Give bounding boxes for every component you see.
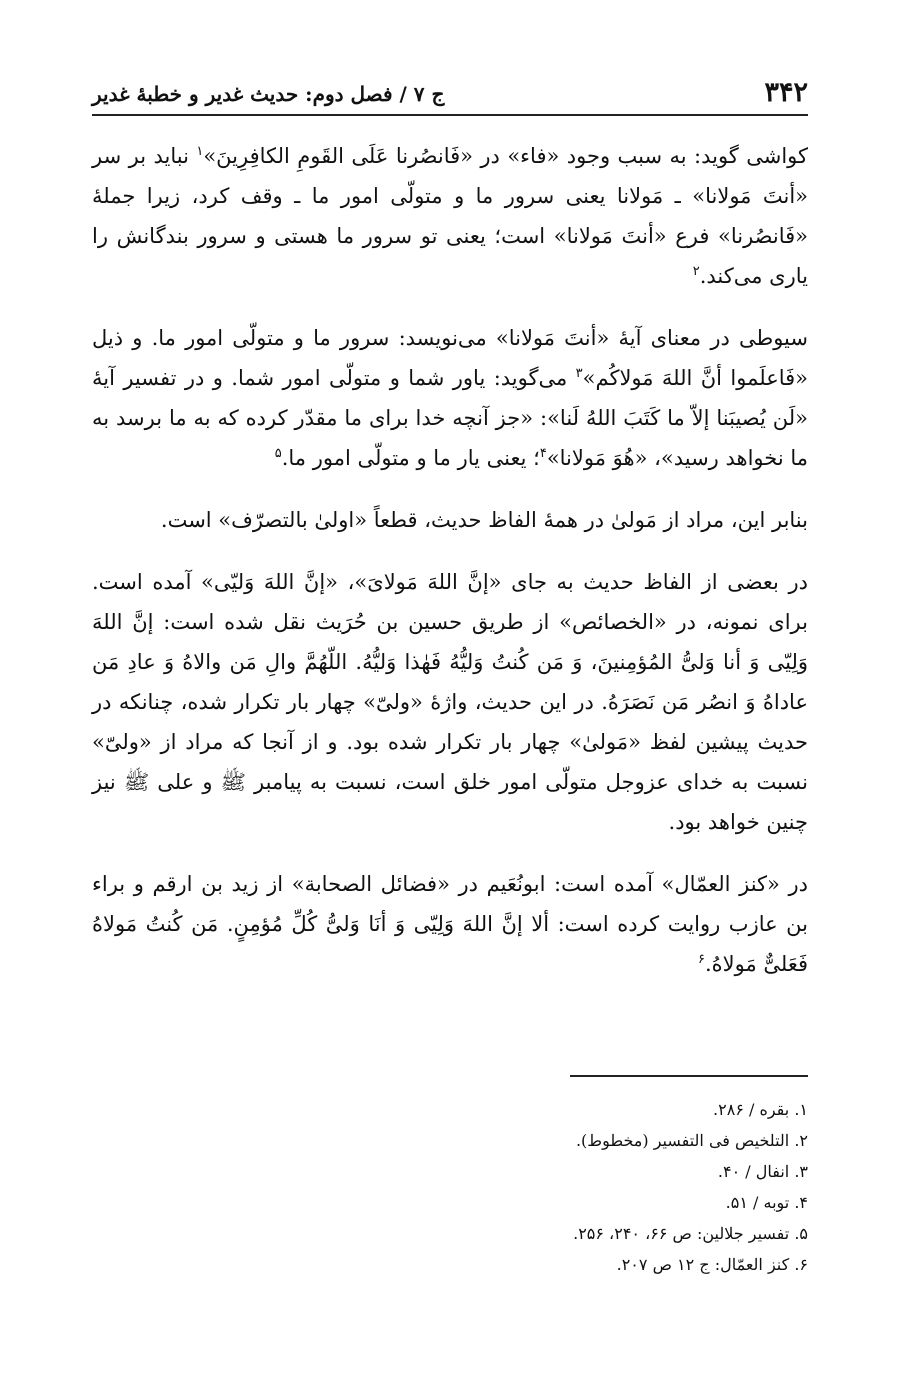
footnote-ref: ۴	[539, 446, 547, 461]
paragraph-kawashi	[92, 136, 808, 296]
footnote-ref: ۳	[575, 366, 583, 381]
footnote-ref: ۱	[196, 144, 204, 159]
footnote-item: ۱. بقره / ۲۸۶.	[713, 1100, 808, 1119]
paragraph-kanz	[92, 864, 808, 984]
text-span: در «کنز العمّال» آمده است: ابونُعَیم در «فضائل الصحابة» از زید بن ارقم و براء بن عازب روایت کرده است: ألا إنَّ اللهَ وَلِیّی وَ أنَا وَلیُّ کُلِّ مُؤمِنٍ. مَن کُنتُ مَولاهُ فَعَلیٌّ مَولاهُ.	[92, 872, 808, 976]
footnote-item: ۳. انفال / ۴۰.	[717, 1162, 808, 1181]
paragraph-suyuti	[92, 318, 808, 478]
footnote-item: ۶. کنز العمّال: ج ۱۲ ص ۲۰۷.	[616, 1255, 808, 1274]
running-title: ج ۷ / فصل دوم: حدیث غدیر و خطبهٔ غدیر	[92, 82, 445, 106]
page-header	[92, 70, 808, 116]
page-number: ۳۴۲	[764, 77, 808, 108]
text-span: می‌گوید: یاور شما و متولّی امور شما. و در تفسیر آیهٔ «لَن یُصیبَنا إلاّ ما کَتَبَ اللهُ لَنا»: «جز آنچه خدا برای ما مقدّر کرده که به ما برسد به ما نخواهد رسید»، «هُوَ مَولانا»	[92, 366, 808, 470]
text-span: نباید بر سر «أنتَ مَولانا» ـ مَولانا یعنی سرور ما و متولّی امور ما ـ وقف کرد، زیرا جملهٔ «فَانصُرنا» فرع «أنتَ مَولانا» است؛ یعنی تو سرور ما هستی و سرور بندگانش را یاری می‌کند.	[92, 144, 808, 288]
text-span: سیوطی در معنای آیهٔ «أنتَ مَولانا» می‌نویسد: سرور ما و متولّی امور ما. و ذیل «فَاعلَموا أنَّ اللهَ مَولاکُم»	[92, 326, 809, 390]
paragraph-conclusion	[92, 500, 808, 540]
paragraph-khasais	[92, 562, 808, 842]
footnotes-list	[92, 1094, 808, 1280]
main-text	[92, 136, 808, 1006]
text-span: بنابر این، مراد از مَولیٰ در همهٔ الفاظ حدیث، قطعاً «اولیٰ بالتصرّف» است.	[160, 508, 808, 532]
footnote-item: ۲. التلخیص فی التفسیر (مخطوط).	[575, 1131, 808, 1150]
footnote-ref: ۵	[274, 446, 282, 461]
footnote-ref: ۲	[692, 264, 700, 279]
text-span: کواشی گوید: به سبب وجود «فاء» در «فَانصُرنا عَلَی القَومِ الکافِرِینَ»	[203, 144, 809, 168]
text-span: ؛ یعنی یار ما و متولّی امور ما.	[281, 446, 540, 470]
footnote-item: ۵. تفسیر جلالین: ص ۶۶، ۲۴۰، ۲۵۶.	[573, 1224, 808, 1243]
text-span: در بعضی از الفاظ حدیث به جای «إنَّ اللهَ مَولایَ»، «إنَّ اللهَ وَلیّی» آمده است. برای نمونه، در «الخصائص» از طریق حسین بن حُرَیث نقل شده است: إنَّ اللهَ وَلِیّی وَ أنا وَلیُّ المُؤمِنینَ، وَ مَن کُنتُ وَلیُّهُ فَهٰذا وَلیُّهُ. اللّهُمَّ والِ مَن والاهُ وَ عادِ مَن عاداهُ وَ انصُر مَن نَصَرَهُ. در این حدیث، واژهٔ «ولیّ» چهار بار تکرار شده، چنانکه در حدیث پیشین لفظ «مَولیٰ» چهار بار تکرار شده بود. و از آنجا که مراد از «ولیّ» نسبت به خدای عزوجل متولّی امور خلق است، نسبت به پیامبر ﷺ و علی ﷺ نیز چنین خواهد بود.	[92, 570, 808, 834]
footnote-ref: ۶	[697, 952, 705, 967]
footnote-item: ۴. توبه / ۵۱.	[725, 1193, 808, 1212]
footnote-separator	[570, 1075, 808, 1077]
